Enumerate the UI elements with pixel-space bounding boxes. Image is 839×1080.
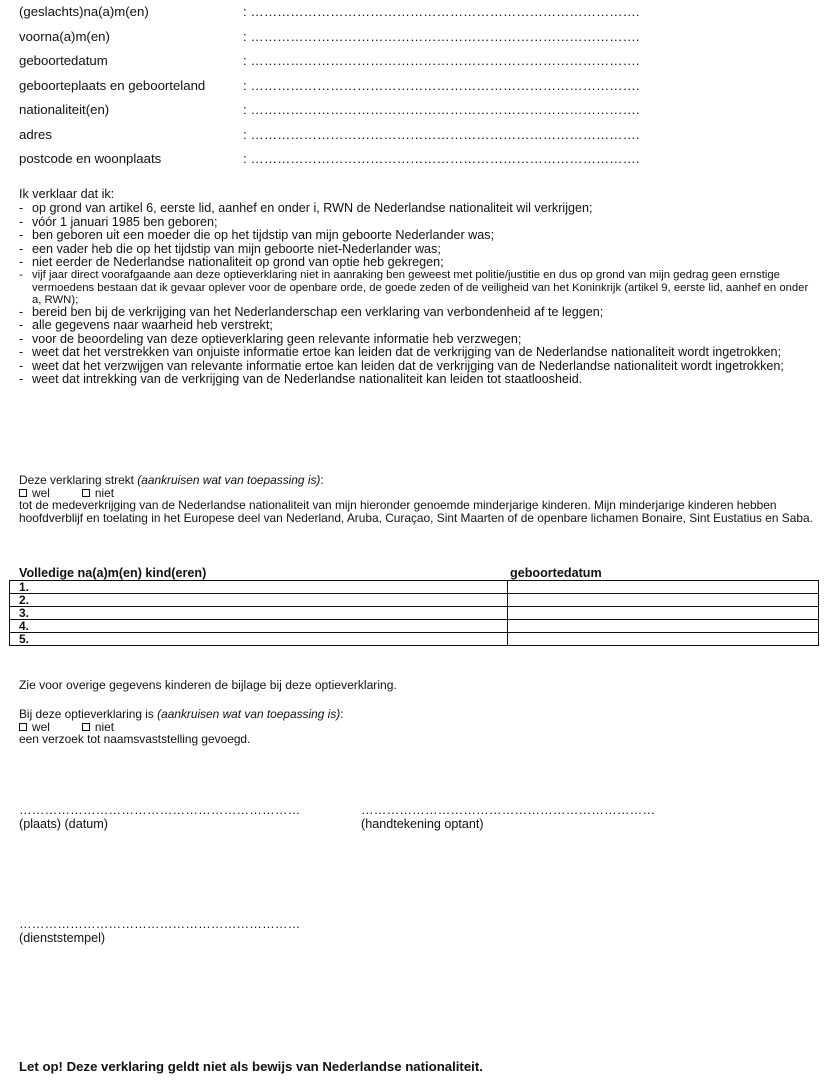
child-birthdate-cell[interactable] bbox=[508, 581, 819, 594]
signature-line[interactable]: …………………………………………………………… bbox=[361, 803, 656, 817]
child-birthdate-cell[interactable] bbox=[508, 594, 819, 607]
field-label: adres bbox=[19, 126, 52, 142]
signature-label: (plaats) (datum) bbox=[19, 817, 108, 831]
declaration-item: - vóór 1 januari 1985 ben geboren; bbox=[19, 216, 819, 229]
declaration-item: - bereid ben bij de verkrijging van het Nederlanderschap een verklaring van verbondenheid af te leggen; bbox=[19, 306, 819, 319]
signature-line[interactable]: ………………………………………………………… bbox=[19, 917, 301, 931]
declaration-item: - ben geboren uit een moeder die op het tijdstip van mijn geboorte Nederlander was; bbox=[19, 229, 819, 242]
children-extension-lead bbox=[19, 474, 819, 486]
option-niet[interactable] bbox=[82, 487, 114, 499]
field-given-names[interactable] bbox=[19, 25, 819, 50]
declaration-item: - voor de beoordeling van deze optieverklaring geen relevante informatie heb verzwegen; bbox=[19, 333, 819, 346]
column-header-names: Volledige na(a)m(en) kind(eren) bbox=[19, 566, 207, 580]
declaration-item: - weet dat het verzwijgen van relevante informatie ertoe kan leiden dat de verkrijging van de Nederlandse nationaliteit wordt ingetrokken; bbox=[19, 360, 807, 373]
option-niet[interactable] bbox=[82, 721, 114, 733]
table-row bbox=[10, 633, 819, 646]
personal-fields bbox=[19, 0, 819, 172]
child-birthdate-cell[interactable] bbox=[508, 633, 819, 646]
child-name-cell[interactable]: 1. bbox=[10, 581, 508, 594]
child-name-cell[interactable]: 3. bbox=[10, 607, 508, 620]
declaration-intro: Ik verklaar dat ik: bbox=[19, 187, 115, 201]
field-input-line[interactable]: : ……………………………………………………………………………. bbox=[243, 126, 640, 142]
declaration-section bbox=[19, 188, 819, 386]
declaration-item: - alle gegevens naar waarheid heb verstrekt; bbox=[19, 319, 819, 332]
signature-label: (handtekening optant) bbox=[361, 817, 484, 831]
field-postcode-city[interactable] bbox=[19, 147, 819, 172]
table-row bbox=[10, 594, 819, 607]
checkbox-niet[interactable] bbox=[82, 723, 90, 731]
applicant-signature[interactable] bbox=[361, 803, 655, 831]
declaration-item: - een vader heb die op het tijdstip van mijn geboorte niet-Nederlander was; bbox=[19, 243, 819, 256]
field-label: geboorteplaats en geboorteland bbox=[19, 77, 206, 93]
field-label: voorna(a)m(en) bbox=[19, 28, 110, 44]
lead-text: Deze verklaring strekt bbox=[19, 473, 138, 487]
field-label: geboortedatum bbox=[19, 53, 108, 68]
option-wel[interactable] bbox=[19, 487, 50, 499]
child-name-cell[interactable]: 5. bbox=[10, 633, 508, 646]
lead-instruction: (aankruisen wat van toepassing is) bbox=[137, 473, 321, 487]
lead-text: Bij deze optieverklaring is bbox=[19, 707, 158, 721]
lead-colon: : bbox=[320, 473, 324, 487]
field-input-line[interactable]: : ……………………………………………………………………………. bbox=[243, 77, 640, 93]
field-input-line[interactable]: : ……………………………………………………………………………. bbox=[243, 4, 640, 19]
child-name-cell[interactable]: 4. bbox=[10, 620, 508, 633]
declaration-item: - niet eerder de Nederlandse nationaliteit op grond van optie heb gekregen; bbox=[19, 256, 819, 269]
name-request-lead bbox=[19, 708, 819, 720]
checkbox-niet[interactable] bbox=[82, 489, 90, 497]
option-label: wel bbox=[32, 485, 50, 500]
field-input-line[interactable]: : ……………………………………………………………………………. bbox=[243, 151, 640, 166]
declaration-item: - weet dat het verstrekken van onjuiste informatie ertoe kan leiden dat de verkrijging van de Nederlandse nationaliteit wordt ingetrokken; bbox=[19, 346, 807, 359]
child-name-cell[interactable]: 2. bbox=[10, 594, 508, 607]
table-row bbox=[10, 620, 819, 633]
lead-instruction: (aankruisen wat van toepassing is) bbox=[157, 707, 341, 721]
field-input-line[interactable]: : ……………………………………………………………………………. bbox=[243, 53, 640, 68]
signature-label: (dienststempel) bbox=[19, 931, 106, 945]
children-extension-text: tot de medeverkrijging van de Nederlandse nationaliteit van mijn hieronder genoemde minderjarige kinderen. Mijn minderjarige kinderen hebben hoofdverblijf en toelating in het Europese deel van Nederland, Aruba, Curaçao, Sint Maarten of de openbare lichamen Bonaire, Sint Eustatius en Saba. bbox=[19, 498, 813, 525]
option-wel[interactable] bbox=[19, 721, 50, 733]
column-header-birthdate: geboortedatum bbox=[510, 566, 602, 580]
checkbox-wel[interactable] bbox=[19, 489, 27, 497]
warning-note: Let op! Deze verklaring geldt niet als bewijs van Nederlandse nationaliteit. bbox=[19, 1059, 483, 1074]
signature-line[interactable]: ………………………………………………………… bbox=[19, 803, 301, 817]
field-address[interactable] bbox=[19, 123, 819, 148]
children-appendix-note: Zie voor overige gegevens kinderen de bijlage bij deze optieverklaring. bbox=[19, 678, 397, 692]
declaration-item: - op grond van artikel 6, eerste lid, aanhef en onder i, RWN de Nederlandse nationaliteit wil verkrijgen; bbox=[19, 202, 819, 215]
declaration-list bbox=[19, 202, 819, 386]
name-request-text: een verzoek tot naamsvaststelling gevoegd. bbox=[19, 732, 251, 747]
field-input-line[interactable]: : ……………………………………………………………………………. bbox=[243, 102, 640, 117]
children-extension-section bbox=[19, 474, 819, 524]
name-request-section bbox=[19, 708, 819, 746]
field-label: nationaliteit(en) bbox=[19, 102, 110, 117]
table-row bbox=[10, 581, 819, 594]
checkbox-wel[interactable] bbox=[19, 723, 27, 731]
children-table-header bbox=[19, 566, 819, 580]
option-label: niet bbox=[94, 719, 115, 734]
lead-colon: : bbox=[340, 707, 344, 721]
field-birthplace[interactable] bbox=[19, 74, 819, 99]
option-label: niet bbox=[94, 485, 115, 500]
office-stamp[interactable] bbox=[19, 917, 300, 945]
declaration-item: - vijf jaar direct voorafgaande aan deze optieverklaring niet in aanraking ben geweest met politie/justitie en dus op grond van mijn gedrag geen ernstige vermoedens bestaan dat ik gevaar oplever voor de openbare orde, de goede zeden of de veiligheid van het Koninkrijk (artikel 9, eerste lid, aanhef en onder a, RWN); bbox=[19, 269, 819, 306]
children-table bbox=[9, 580, 819, 646]
child-birthdate-cell[interactable] bbox=[508, 607, 819, 620]
declaration-item: - weet dat intrekking van de verkrijging van de Nederlandse nationaliteit kan leiden tot staatloosheid. bbox=[19, 373, 819, 386]
field-label: (geslachts)na(a)m(en) bbox=[19, 4, 149, 19]
field-input-line[interactable]: : ……………………………………………………………………………. bbox=[243, 28, 640, 44]
field-surname[interactable] bbox=[19, 0, 819, 25]
field-birthdate[interactable] bbox=[19, 49, 819, 74]
option-label: wel bbox=[32, 719, 50, 734]
field-label: postcode en woonplaats bbox=[19, 151, 162, 166]
child-birthdate-cell[interactable] bbox=[508, 620, 819, 633]
place-date-signature[interactable] bbox=[19, 803, 300, 831]
table-row bbox=[10, 607, 819, 620]
field-nationality[interactable] bbox=[19, 98, 819, 123]
